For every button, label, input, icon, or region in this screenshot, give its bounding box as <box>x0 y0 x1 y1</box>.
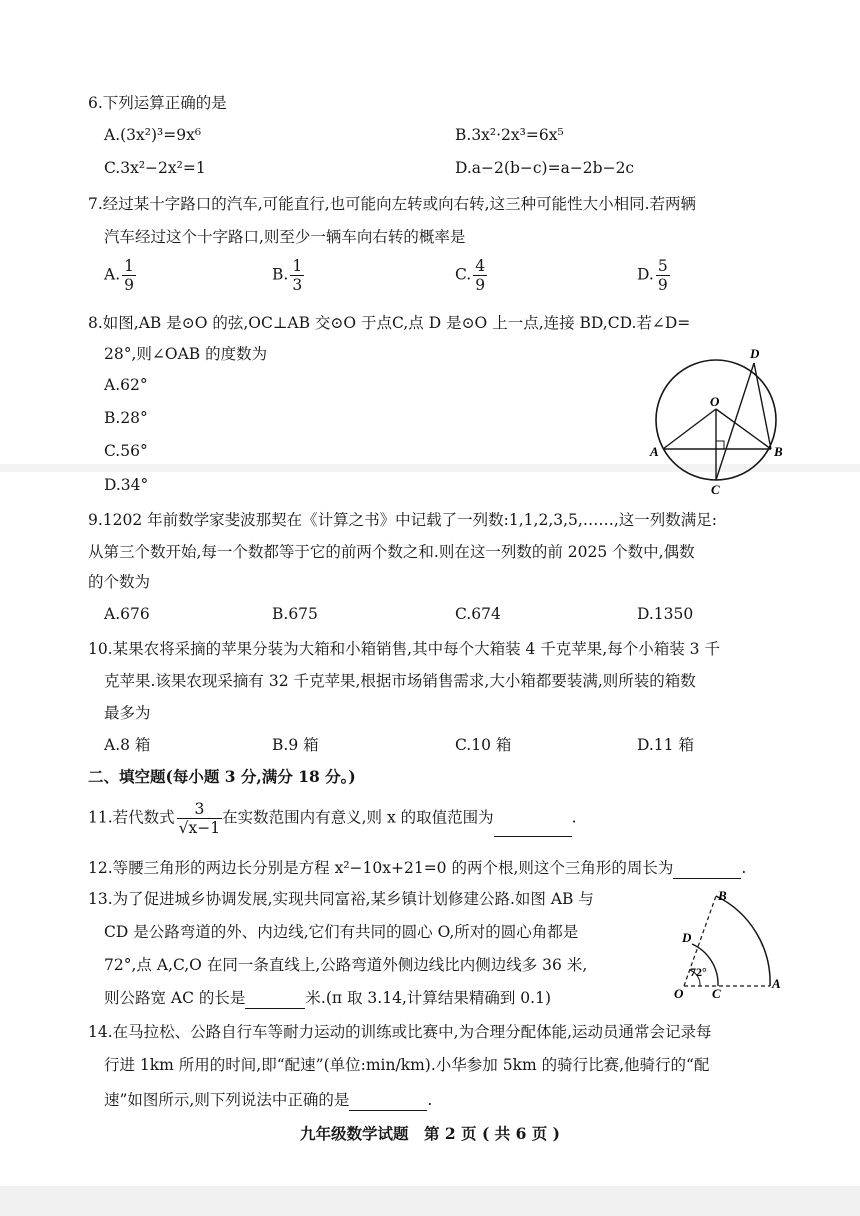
q8-option-a: A.62° <box>104 376 148 394</box>
page-footer: 九年级数学试题 第 2 页 ( 共 6 页 ) <box>299 1124 560 1143</box>
fraction <box>122 257 136 294</box>
q14-end: . <box>427 1091 433 1109</box>
q7-option-c <box>455 257 487 294</box>
fraction <box>656 257 670 294</box>
segment-dc <box>716 363 754 480</box>
q9-option-d: D.1350 <box>637 605 694 623</box>
arc-ab <box>716 896 770 986</box>
q9-option-c: C.674 <box>455 605 501 623</box>
fraction <box>473 257 487 294</box>
q13-line2: CD 是公路弯道的外、内边线,它们有共同的圆心 O,所对的圆心角都是 <box>104 923 579 941</box>
fraction-numerator: 1 <box>124 257 134 275</box>
fraction-denominator: √x−1 <box>178 819 221 837</box>
q12-line <box>88 857 746 879</box>
q9-line3: 的个数为 <box>88 573 151 591</box>
q14-answer-blank[interactable] <box>349 1092 427 1111</box>
q8-option-d: D.34° <box>104 476 149 494</box>
q12-text: 12.等腰三角形的两边长分别是方程 x²−10x+21=0 的两个根,则这个三角形的周长为 <box>88 859 674 877</box>
q13-answer-blank[interactable] <box>245 990 305 1009</box>
label-c: C <box>712 986 721 1001</box>
fraction-numerator: 5 <box>657 257 668 275</box>
fraction-denominator: 3 <box>292 276 303 294</box>
label-o: O <box>674 986 684 1001</box>
q7-option-a <box>104 257 136 294</box>
q13-line3: 72°,点 A,C,O 在同一条直线上,公路弯道外侧边线比内侧边线多 36 米, <box>104 956 588 974</box>
fraction-denominator: 9 <box>657 276 668 294</box>
fraction-denominator: 9 <box>124 276 134 294</box>
q10-option-b: B.9 箱 <box>272 736 319 754</box>
label-a: A <box>772 976 781 991</box>
option-label: D. <box>637 265 654 284</box>
option-label: C. <box>455 265 472 284</box>
label-b: B <box>774 444 783 459</box>
q13-line4 <box>104 987 551 1009</box>
q13-line1: 13.为了促进城乡协调发展,实现共同富裕,某乡镇计划修建公路.如图 AB 与 <box>88 890 594 908</box>
label-c: C <box>711 482 720 497</box>
label-b: B <box>718 888 727 903</box>
q6-stem: 6.下列运算正确的是 <box>88 94 227 112</box>
q10-option-c: C.10 箱 <box>455 736 512 754</box>
q6-option-a: A.(3x²)³=9x⁶ <box>104 126 202 144</box>
segment-oa <box>663 409 716 449</box>
label-d: D <box>682 930 692 945</box>
q11-end: . <box>571 808 577 827</box>
q8-line2: 28°,则∠OAB 的度数为 <box>104 345 268 363</box>
scan-bottom-band <box>0 1186 860 1216</box>
fraction-denominator: 9 <box>475 276 486 294</box>
q7-option-d <box>637 257 670 294</box>
right-angle-mark <box>716 441 724 449</box>
q11-prefix: 11.若代数式 <box>88 808 175 827</box>
q9-option-a: A.676 <box>104 605 150 623</box>
q10-line2: 克苹果.该果农现采摘有 32 千克苹果,根据市场销售需求,大小箱都要装满,则所装的箱数 <box>104 672 696 690</box>
q11-line <box>88 800 577 837</box>
q8-option-c: C.56° <box>104 442 148 460</box>
q10-option-a: A.8 箱 <box>104 736 151 754</box>
option-label: A. <box>104 265 121 284</box>
q6-option-c: C.3x²−2x²=1 <box>104 159 206 177</box>
label-angle: 72° <box>690 965 707 979</box>
q14-line3 <box>104 1089 432 1111</box>
circle-figure <box>640 340 800 500</box>
q10-line1: 10.某果农将采摘的苹果分装为大箱和小箱销售,其中每个大箱装 4 千克苹果,每个小箱装 3 千 <box>88 640 720 658</box>
fraction-numerator: 1 <box>292 257 303 275</box>
q12-answer-blank[interactable] <box>673 860 741 879</box>
q11-answer-blank[interactable] <box>494 818 572 837</box>
q12-end: . <box>741 859 747 877</box>
segment-db <box>754 363 771 449</box>
q7-line1: 7.经过某十字路口的汽车,可能直行,也可能向左转或向右转,这三种可能性大小相同.若两辆 <box>88 195 696 213</box>
road-arc-figure <box>668 884 788 1002</box>
q11-suffix: 在实数范围内有意义,则 x 的取值范围为 <box>222 808 494 827</box>
q9-line1: 9.1202 年前数学家斐波那契在《计算之书》中记载了一列数:1,1,2,3,5,……,这一列数满足: <box>88 511 717 529</box>
q14-line2: 行进 1km 所用的时间,即“配速”(单位:min/km).小华参加 5km 的骑行比赛,他骑行的“配 <box>104 1056 710 1074</box>
q7-line2: 汽车经过这个十字路口,则至少一辆车向右转的概率是 <box>104 228 466 246</box>
option-label: B. <box>272 265 289 284</box>
q8-line1: 8.如图,AB 是⊙O 的弦,OC⊥AB 交⊙O 于点C,点 D 是⊙O 上一点,连接 BD,CD.若∠D= <box>88 314 691 332</box>
q6-option-d: D.a−2(b−c)=a−2b−2c <box>455 159 635 177</box>
label-o: O <box>710 394 720 409</box>
q11-fraction <box>177 800 222 837</box>
q10-option-d: D.11 箱 <box>637 736 694 754</box>
q14-line3-text: 速”如图所示,则下列说法中正确的是 <box>104 1091 350 1109</box>
label-d: D <box>750 346 760 361</box>
q9-line2: 从第三个数开始,每一个数都等于它的前两个数之和.则在这一列数的前 2025 个数中,偶数 <box>88 543 695 561</box>
q10-line3: 最多为 <box>104 704 151 722</box>
q14-line1: 14.在马拉松、公路自行车等耐力运动的训练或比赛中,为合理分配体能,运动员通常会记录每 <box>88 1023 712 1041</box>
q8-option-b: B.28° <box>104 409 148 427</box>
fraction <box>290 257 304 294</box>
q9-option-b: B.675 <box>272 605 318 623</box>
q13-line4-suffix: 米.(π 取 3.14,计算结果精确到 0.1) <box>305 989 552 1007</box>
q7-option-b <box>272 257 304 294</box>
q6-option-b: B.3x²·2x³=6x⁵ <box>455 126 564 144</box>
q13-line4-prefix: 则公路宽 AC 的长是 <box>104 989 246 1007</box>
fraction-numerator: 3 <box>177 800 222 819</box>
label-a: A <box>650 444 659 459</box>
section-heading-fill-in: 二、填空题(每小题 3 分,满分 18 分。) <box>88 767 356 786</box>
fraction-numerator: 4 <box>475 257 486 275</box>
